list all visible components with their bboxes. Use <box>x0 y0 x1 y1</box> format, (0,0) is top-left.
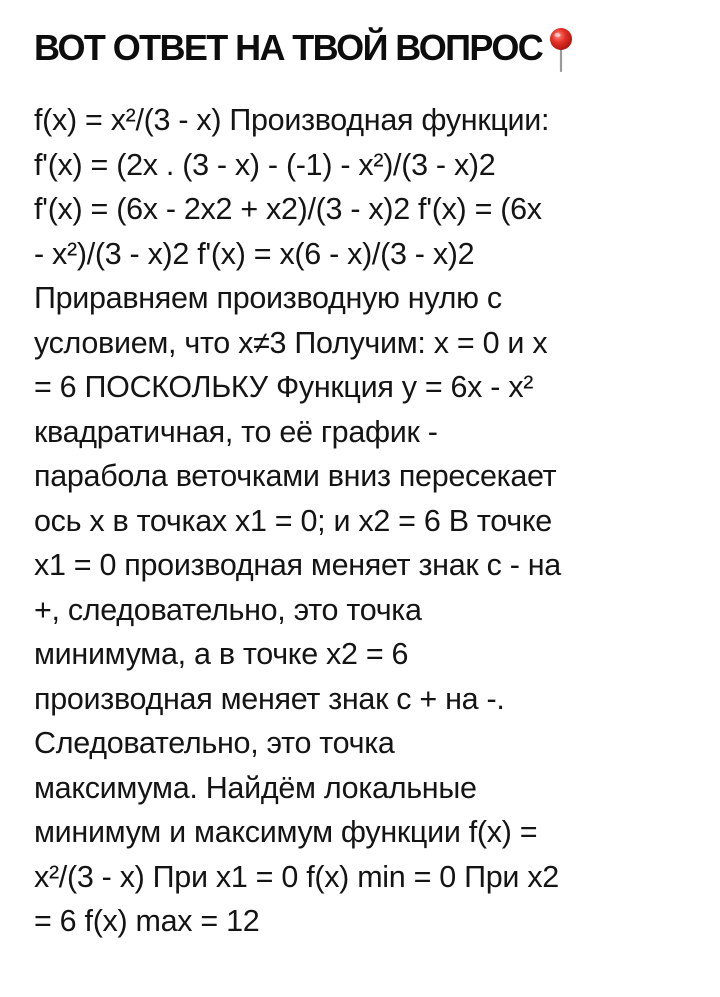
answer-line: Приравняем производную нулю с <box>34 281 502 315</box>
answer-line: = 6 f(x) max = 12 <box>34 904 260 938</box>
answer-text <box>34 98 694 944</box>
answer-line: f(x) = x²/(3 - x) Производная функции: <box>34 103 550 137</box>
answer-line: производная меняет знак с + на -. <box>34 681 505 716</box>
page-title: ВОТ ОТВЕТ НА ТВОЙ ВОПРОС <box>34 27 543 68</box>
answer-line: квадратичная, то её график - <box>34 414 438 449</box>
answer-line: +, следовательно, это точка <box>34 592 422 627</box>
answer-line: условием, что x≠3 Получим: x = 0 и x <box>34 325 548 360</box>
answer-line: максимума. Найдём локальные <box>34 770 477 805</box>
answer-line: минимума, а в точке x2 = 6 <box>34 637 409 671</box>
answer-line: - x²)/(3 - x)2 f'(x) = x(6 - x)/(3 - x)2 <box>34 236 475 271</box>
answer-line: x1 = 0 производная меняет знак с - на <box>34 548 561 582</box>
answer-line: f'(x) = (2x . (3 - x) - (-1) - x²)/(3 - x)2 <box>34 147 496 182</box>
answer-line: Следовательно, это точка <box>34 726 395 760</box>
answer-line: ось x в точках x1 = 0; и x2 = 6 В точке <box>34 503 552 538</box>
answer-line: = 6 ПОСКОЛЬКУ Функция y = 6x - x² <box>34 370 534 404</box>
answer-line: минимум и максимум функции f(x) = <box>34 815 538 849</box>
round-pushpin-icon <box>548 27 574 73</box>
answer-line: f'(x) = (6x - 2x2 + x2)/(3 - x)2 f'(x) = (6x <box>34 192 542 226</box>
answer-line: x²/(3 - x) При x1 = 0 f(x) min = 0 При x2 <box>34 859 559 894</box>
answer-line: парабола веточками вниз пересекает <box>34 459 557 493</box>
header <box>34 20 574 76</box>
